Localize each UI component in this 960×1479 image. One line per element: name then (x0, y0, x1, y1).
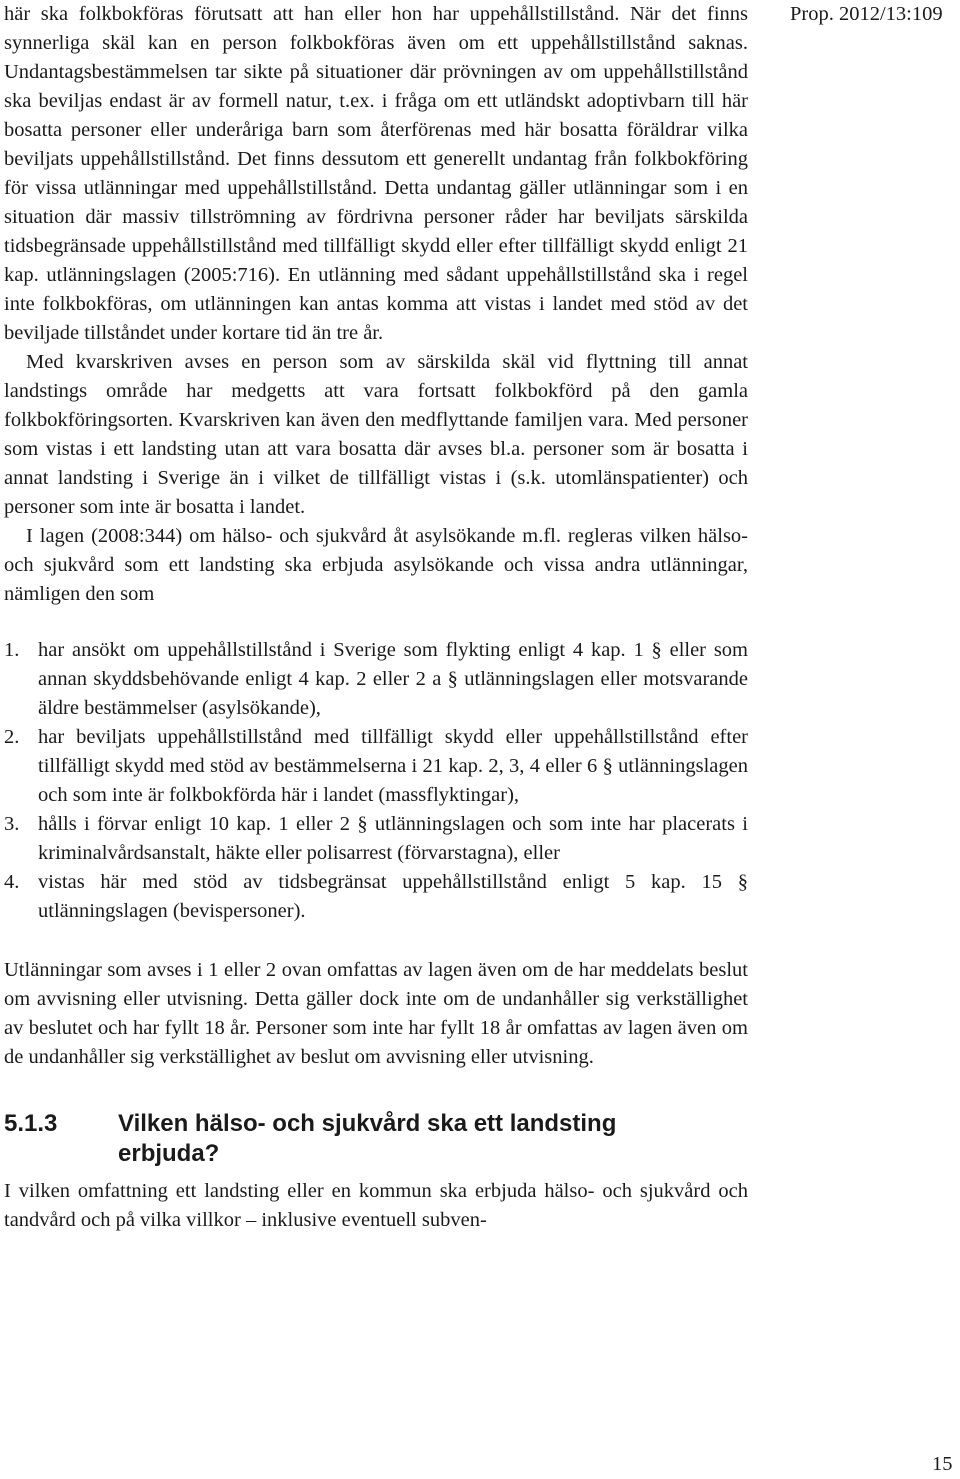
numbered-list (4, 636, 748, 926)
list-item (4, 636, 748, 723)
list-item-text: har beviljats uppehållstillstånd med tillfälligt skydd eller uppehållstillstånd efter tillfälligt skydd med stöd av bestämmelserna i 21 kap. 2, 3, 4 eller 6 § utlänningslagen och som inte är folkbokförda här i landet (massflyktingar), (38, 726, 748, 806)
list-item-number: 4. (4, 871, 20, 893)
list-item-number: 3. (4, 813, 20, 835)
paragraph-utlanningar: Utlänningar som avses i 1 eller 2 ovan omfattas av lagen även om de har meddelats beslut om avvisning eller utvisning. Detta gäller dock inte om de undanhåller sig verkställighet av beslutet och har fyllt 18 år. Personer som inte har fyllt 18 år omfattas av lagen även om de undanhåller sig verkställighet av beslut om avvisning eller utvisning. (4, 959, 748, 1068)
paragraph-omfattning: I vilken omfattning ett landsting eller en kommun ska erbjuda hälso- och sjukvård och tandvård och på vilka villkor – inklusive eventuell subven- (4, 1180, 748, 1231)
paragraph-lagen-2008-344: I lagen (2008:344) om hälso- och sjukvård åt asylsökande m.fl. regleras vilken hälso- och sjukvård som ett landsting ska erbjuda asylsökande och vissa andra utlänningar, nämligen den som (4, 525, 748, 605)
document-reference: Prop. 2012/13:109 (790, 3, 943, 25)
main-text-column (4, 0, 748, 1235)
section-number: 5.1.3 (4, 1110, 58, 1137)
list-item-number: 2. (4, 726, 20, 748)
list-item (4, 810, 748, 868)
list-item-number: 1. (4, 639, 20, 661)
paragraph-folkbokforing: här ska folkbokföras förutsatt att han eller hon har uppehållstillstånd. När det finns synnerliga skäl kan en person folkbokföras även om ett uppehållstillstånd saknas. Undantagsbestämmelsen tar sikte på situationer där prövningen av om uppehållstillstånd ska beviljas endast är av formell natur, t.ex. i fråga om ett utländskt adoptivbarn till här bosatta personer eller underåriga barn som återförenas med här bosatta föräldrar vilka beviljats uppehållstillstånd. Det finns dessutom ett generellt undantag från folkbokföring för vissa utlänningar med uppehållstillstånd. Detta undantag gäller utlänningar som i en situation där massiv tillströmning av fördrivna personer råder har beviljats särskilda tidsbegränsade uppehållstillstånd med tillfälligt skydd eller efter tillfälligt skydd enligt 21 kap. utlänningslagen (2005:716). En utlänning med sådant uppehållstillstånd ska i regel inte folkbokföras, om utlänningen kan antas komma att vistas i landet med stöd av det beviljade tillståndet under kortare tid än tre år. (4, 3, 748, 344)
list-item-text: har ansökt om uppehållstillstånd i Sverige som flykting enligt 4 kap. 1 § eller som annan skyddsbehövande enligt 4 kap. 2 eller 2 a § utlänningslagen eller motsvarande äldre bestämmelser (asylsökande), (38, 639, 748, 719)
paragraph-kvarskriven: Med kvarskriven avses en person som av särskilda skäl vid flyttning till annat landstings område har medgetts att vara fortsatt folkbokförd på den gamla folkbokföringsorten. Kvarskriven kan även den medflyttande familjen vara. Med personer som vistas i ett landsting utan att vara bosatta där avses bl.a. personer som är bosatta i annat landsting i Sverige än i vilket de tillfälligt vistas i (s.k. utomlänspatienter) och personer som inte är bosatta i landet. (4, 351, 748, 518)
list-item-text: vistas här med stöd av tidsbegränsat uppehållstillstånd enligt 5 kap. 15 § utlänningslagen (bevispersoner). (38, 871, 748, 922)
list-item-text: hålls i förvar enligt 10 kap. 1 eller 2 § utlänningslagen och som inte har placerats i kriminalvårdsanstalt, häkte eller polisarrest (förvarstagna), eller (38, 813, 748, 864)
page-number: 15 (932, 1453, 953, 1475)
section-heading (4, 1109, 678, 1169)
section-title: Vilken hälso- och sjukvård ska ett landsting erbjuda? (118, 1110, 617, 1167)
list-item (4, 868, 748, 926)
list-item (4, 723, 748, 810)
